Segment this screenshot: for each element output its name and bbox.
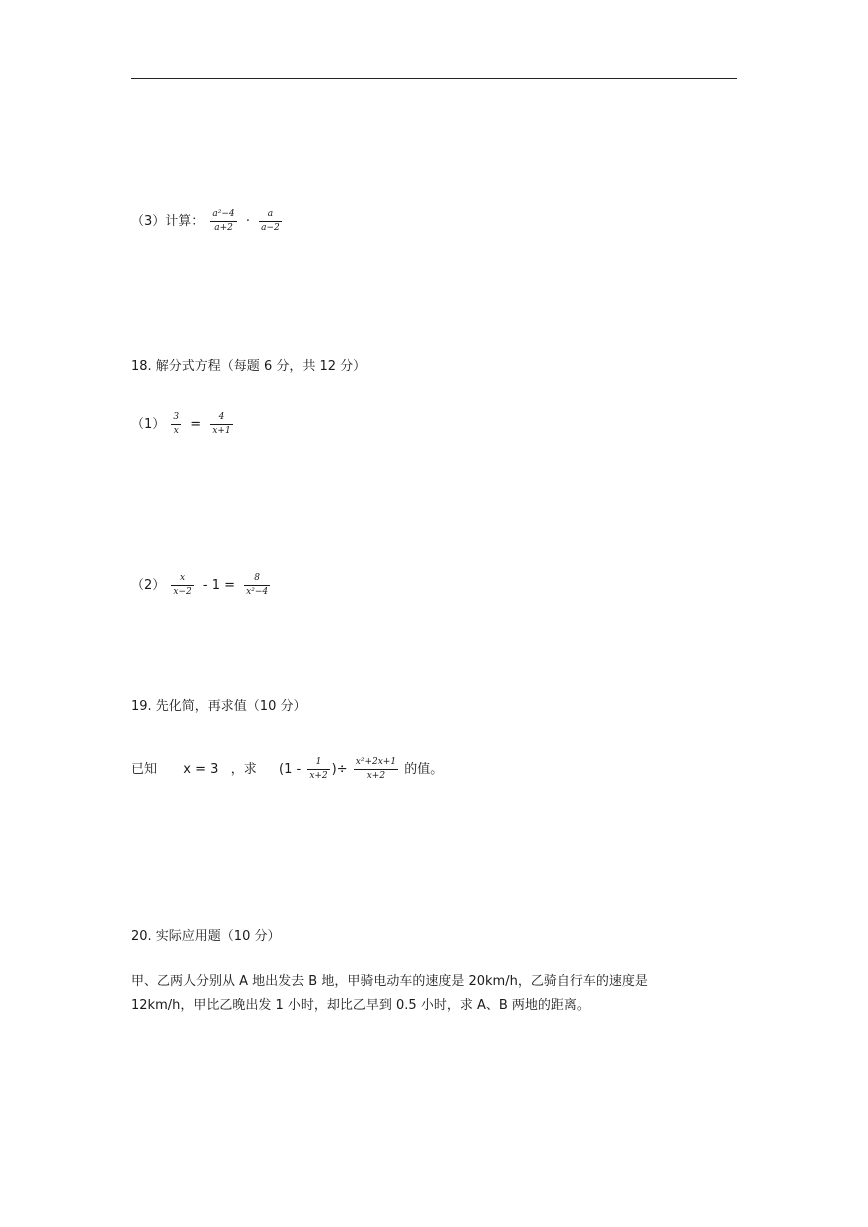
fraction-numerator: 1: [315, 757, 322, 767]
q18-part2-rhs-fraction: [244, 573, 270, 598]
q19-find: ，求: [230, 762, 257, 777]
fraction-denominator: x: [171, 424, 181, 437]
fraction-denominator: a+2: [210, 221, 236, 234]
multiply-operator: ·: [245, 213, 250, 229]
fraction-numerator: 8: [254, 573, 261, 583]
fraction-denominator: x+2: [354, 769, 398, 782]
q20-text-line-2: 12km/h，甲比乙晚出发 1 小时，却比乙早到 0.5 小时，求 A、B 两地的距离。: [131, 998, 590, 1013]
fraction-numerator: a: [267, 209, 274, 219]
q18-part1-rhs-fraction: [210, 412, 232, 437]
q17-part3-fraction-2: [259, 209, 282, 234]
q18-part2-label: （2）: [131, 578, 166, 593]
q19-expression: [131, 757, 443, 782]
fraction-numerator: a²−4: [212, 209, 235, 219]
q19-given: 已知: [131, 762, 158, 777]
fraction-numerator: x²+2x+1: [355, 757, 397, 767]
fraction-numerator: 3: [173, 412, 180, 422]
fraction-denominator: x+1: [212, 426, 231, 436]
q19-close-divide: )÷: [331, 762, 348, 777]
q18-part1-lhs-fraction: [171, 412, 181, 437]
equals-sign: =: [190, 416, 202, 432]
q19-condition: x = 3: [183, 762, 219, 777]
q17-part3: [131, 209, 284, 234]
q20-text-line-1: 甲、乙两人分别从 A 地出发去 B 地，甲骑电动车的速度是 20km/h，乙骑自行车的速度是: [131, 974, 648, 989]
fraction-denominator: a−2: [261, 223, 280, 233]
fraction-denominator: x²−4: [246, 587, 269, 597]
q19-open-paren: (1 -: [279, 762, 302, 777]
q18-part2-lhs-fraction: [171, 573, 193, 598]
fraction-denominator: x+2: [309, 771, 328, 781]
q19-heading: 19. 先化简，再求值（10 分）: [131, 699, 307, 714]
q19-fraction-1: [307, 757, 329, 782]
q18-heading: 18. 解分式方程（每题 6 分，共 12 分）: [131, 359, 367, 374]
q19-tail: 的值。: [404, 762, 444, 777]
fraction-denominator: x−2: [173, 587, 192, 597]
q18-part2: [131, 573, 272, 598]
q18-part1-label: （1）: [131, 417, 166, 432]
q17-part3-label: （3）计算：: [131, 214, 205, 229]
fraction-numerator: 4: [218, 412, 225, 422]
header-rule: [131, 78, 737, 79]
q17-part3-fraction-1: [210, 209, 236, 234]
fraction-numerator: x: [180, 573, 186, 583]
minus-one-equals: - 1 =: [202, 577, 236, 593]
q18-part1: [131, 412, 235, 437]
q19-fraction-2: [354, 757, 398, 782]
q20-heading: 20. 实际应用题（10 分）: [131, 929, 281, 944]
